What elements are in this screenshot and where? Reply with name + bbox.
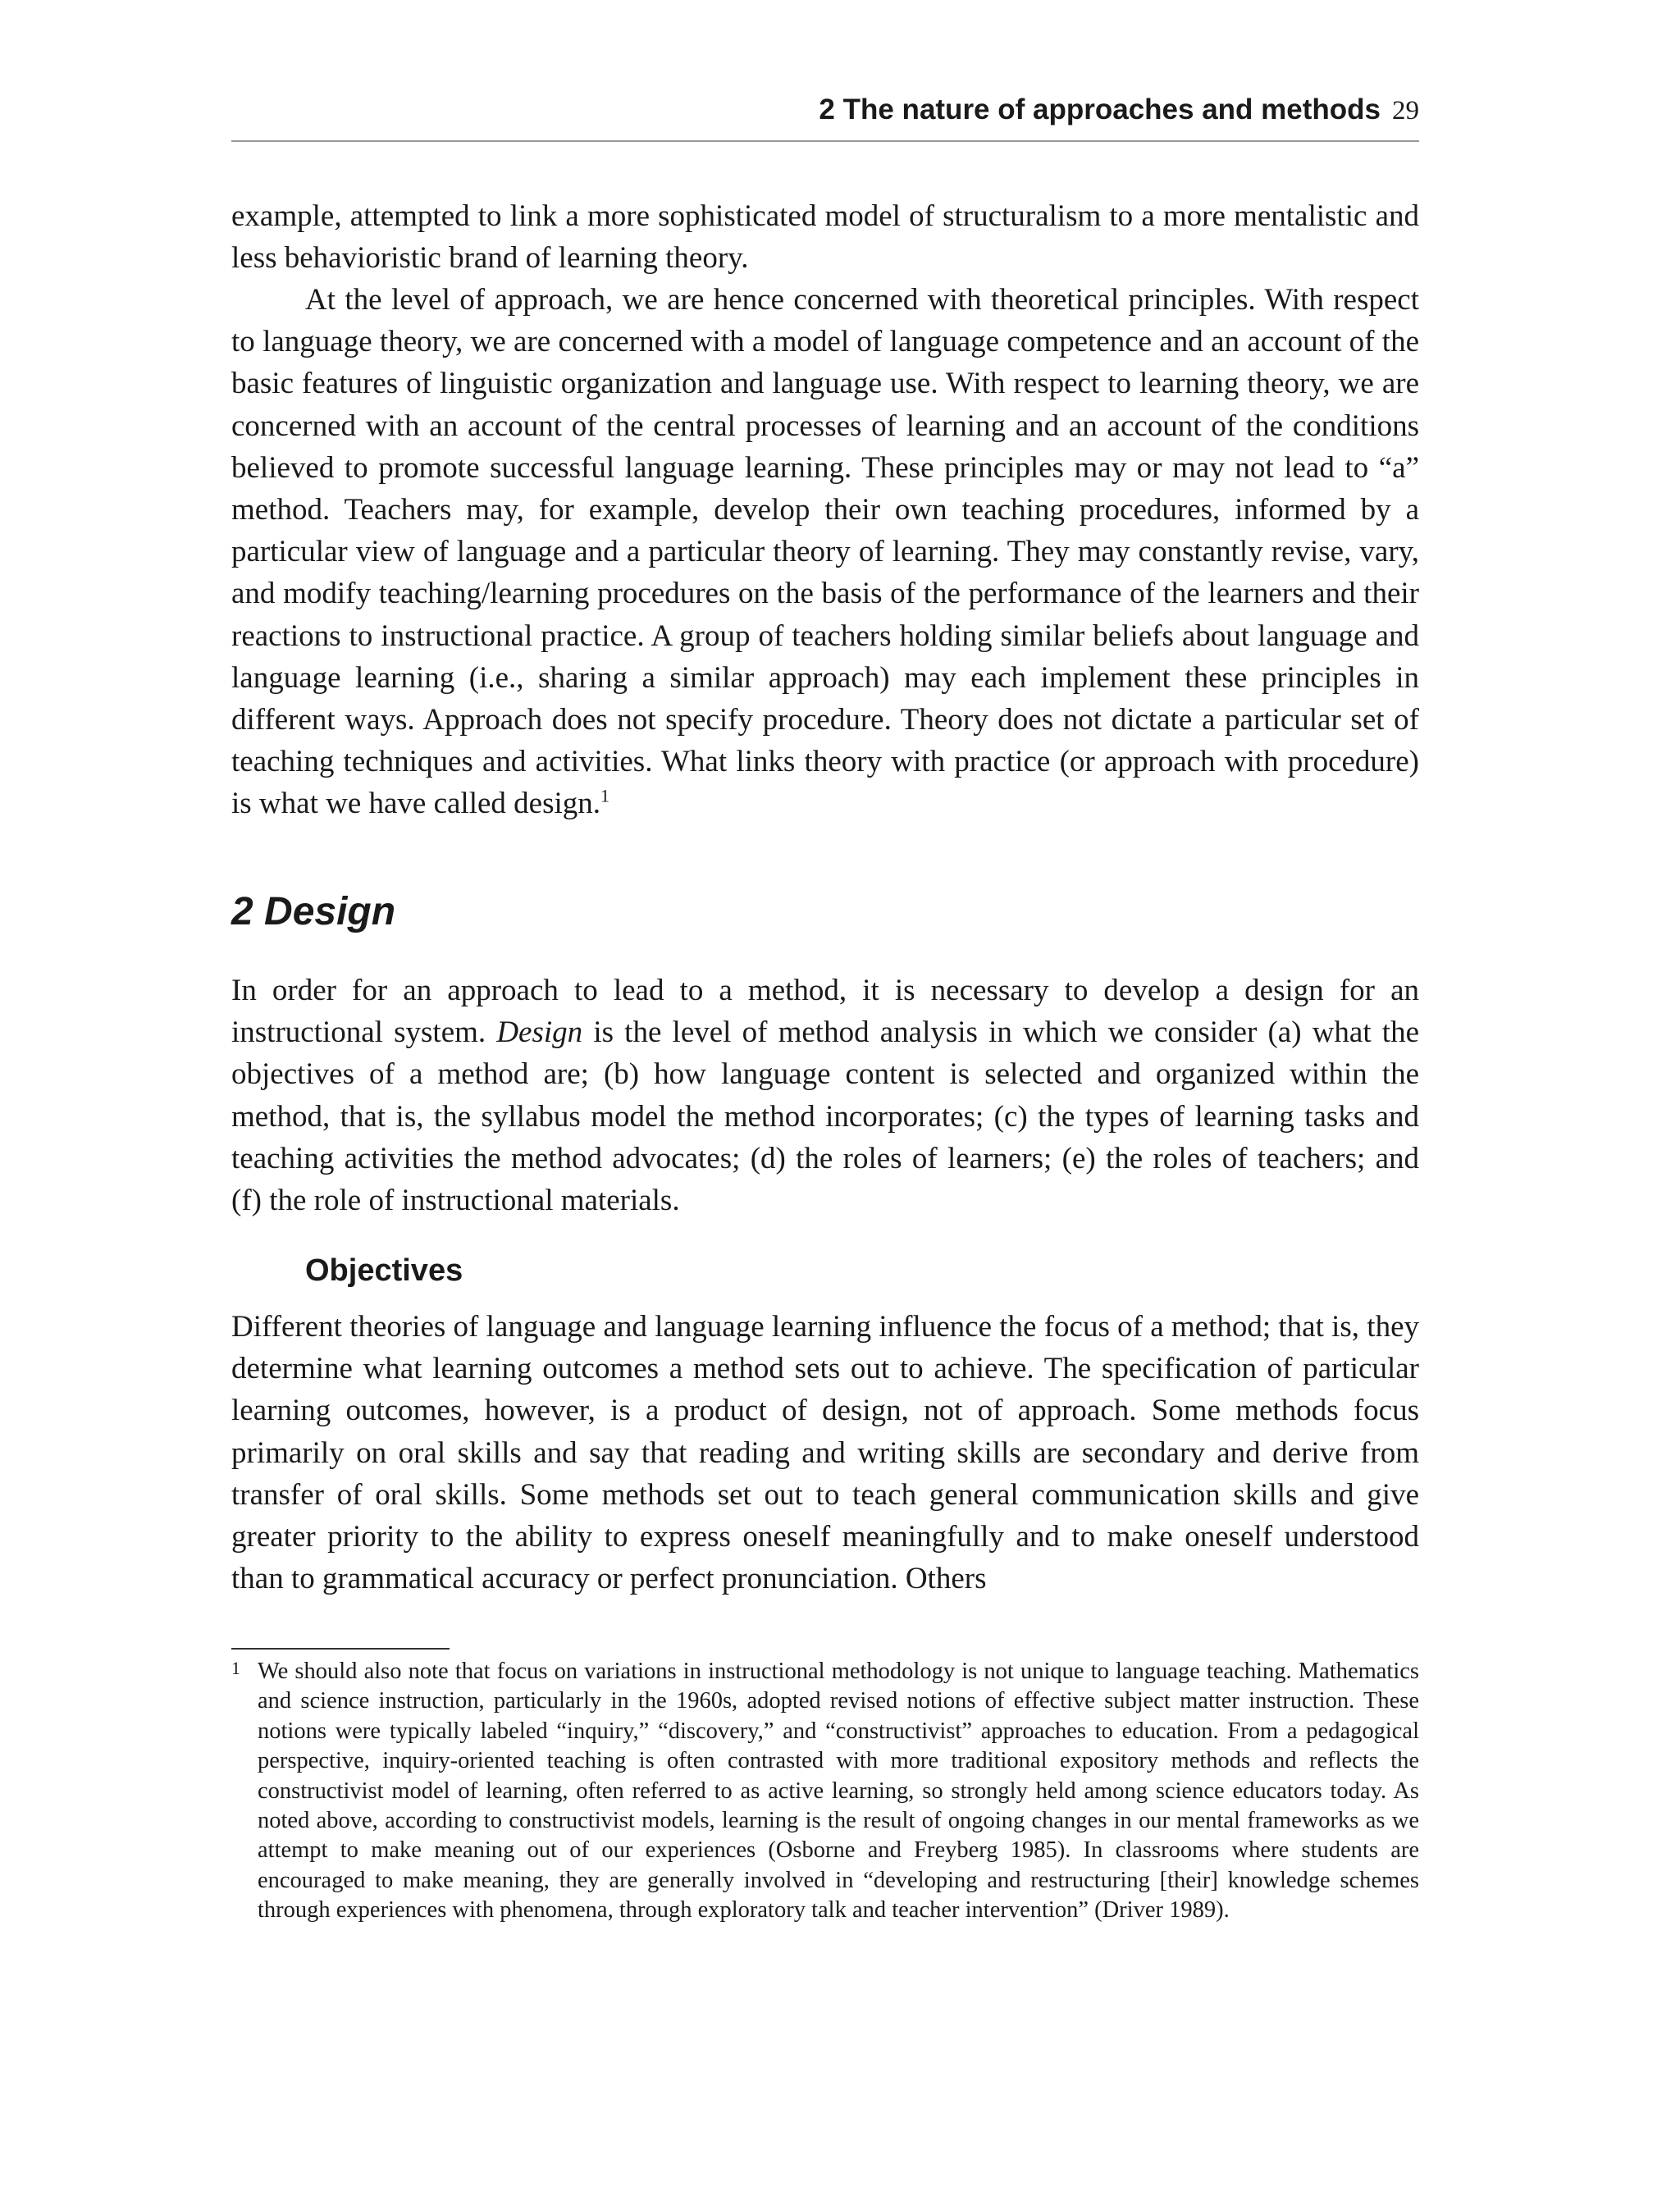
paragraph-design-text-2: is the level of method analysis in which we consider (a) what the objectives of a method are; (b) how language content is selected and organized within the method, that is, the syllabus model the method incorporates; (c) the types of learning tasks and teaching activities the method advocates; (d) the roles of learners; (e) the roles of teachers; and (f) the role of instructional materials.: [231, 1015, 1419, 1218]
paragraph-objectives: Different theories of language and language learning influence the focus of a method; that is, they determine what learning outcomes a method sets out to achieve. The specification of particular learning outcomes, however, is a product of design, not of approach. Some methods focus primarily on oral skills and say that reading and writing skills are secondary and derive from transfer of oral skills. Some methods set out to teach general communication skills and give greater priority to the ability to express oneself meaningfully and to make oneself understood than to grammatical accuracy or perfect pronunciation. Others: [231, 1310, 1419, 1596]
paragraph-design: [231, 970, 1419, 1221]
page-number: 29: [1392, 96, 1419, 126]
running-head-title: 2 The nature of approaches and methods: [819, 94, 1381, 126]
header-rule: [231, 140, 1419, 142]
running-head: [819, 94, 1419, 126]
paragraph-continuation: example, attempted to link a more sophisticated model of structuralism to a more mentalistic and less behavioristic brand of learning theory.: [231, 199, 1419, 276]
footnote-marker: 1: [231, 1658, 240, 1678]
subsection-heading-objectives: Objectives: [305, 1253, 463, 1288]
paragraph-design-text-1: In order for an approach to lead to a method, it is necessary to develop a design for an instructional system.: [231, 974, 1419, 1050]
paragraph-approach: [231, 279, 1419, 825]
footnote-text: We should also note that focus on variations in instructional methodology is not unique to language teaching. Mathematics and science instruction, particularly in the 1960s, adopted revised notions of effective subject matter instruction. These notions were typically labeled “inquiry,” “discovery,” and “constructivist” approaches to education. From a pedagogical perspective, inquiry-oriented teaching is often contrasted with more traditional expository methods and reflects the constructivist model of learning, often referred to as active learning, so strongly held among science educators today. As noted above, according to constructivist models, learning is the result of ongoing changes in our mental frameworks as we attempt to make meaning out of our experiences (Osborne and Freyberg 1985). In classrooms where students are encouraged to make meaning, they are generally involved in “developing and restructuring [their] knowledge schemes through experiences with phenomena, through exploratory talk and teacher intervention” (Driver 1989).: [258, 1659, 1419, 1924]
footnote: [231, 1657, 1419, 1926]
paragraph-approach-text: At the level of approach, we are hence concerned with theoretical principles. With respect to language theory, we are concerned with a model of language competence and an account of the basic features of linguistic organization and language use. With respect to learning theory, we are concerned with an account of the central processes of learning and an account of the conditions believed to promote successful language learning. These principles may or may not lead to “a” method. Teachers may, for example, develop their own teaching procedures, informed by a particular view of language and a particular theory of learning. They may constantly revise, vary, and modify teaching/learning procedures on the basis of the performance of the learners and their reactions to instructional practice. A group of teachers holding similar beliefs about language and language learning (i.e., sharing a similar approach) may each implement these principles in different ways. Approach does not specify procedure. Theory does not dictate a particular set of teaching techniques and activities. What links theory with practice (or approach with procedure) is what we have called design.: [231, 283, 1419, 821]
footnote-rule: [231, 1648, 450, 1650]
design-term: Design: [496, 1015, 583, 1050]
footnote-reference[interactable]: 1: [600, 786, 610, 807]
section-heading-design: 2 Design: [231, 890, 396, 933]
